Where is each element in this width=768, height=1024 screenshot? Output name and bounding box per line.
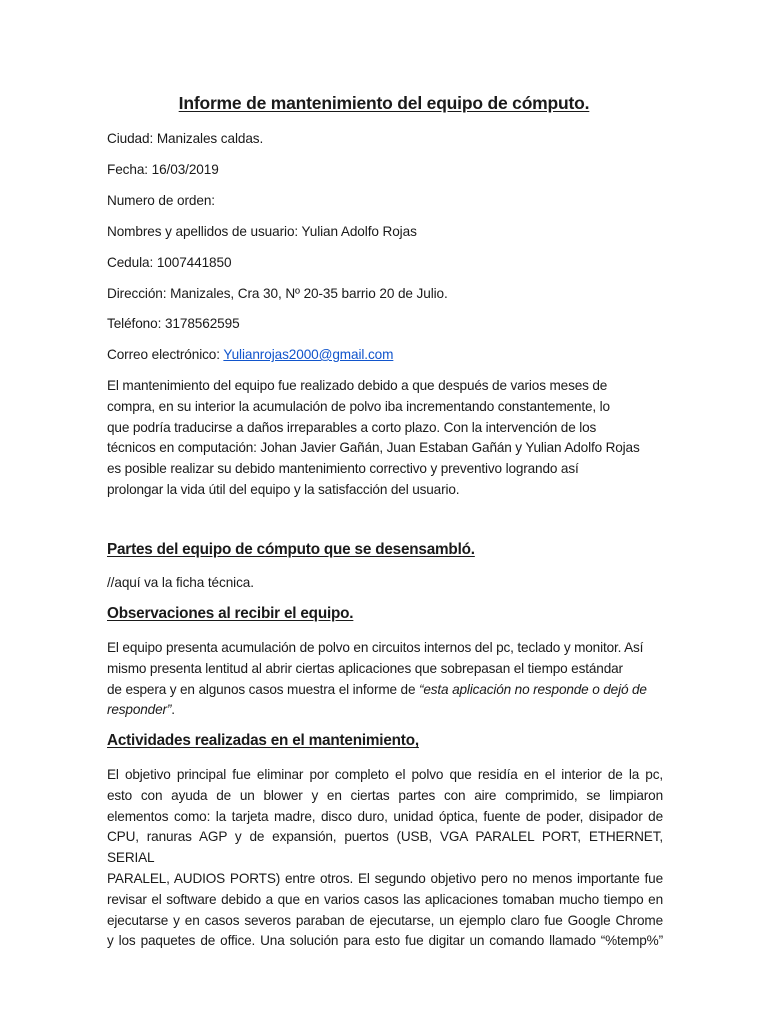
observaciones-period: . (171, 702, 175, 718)
observaciones-line (107, 680, 663, 701)
field-nombres: Nombres y apellidos de usuario: Yulian Adolfo Rojas (107, 224, 417, 239)
intro-line: es posible realizar su debido mantenimiento correctivo y preventivo logrando así (107, 461, 579, 477)
actividades-line: y los paquetes de office. Una solución para esto fue digitar un comando llamado “%temp%” (107, 933, 663, 949)
section-heading-partes: Partes del equipo de cómputo que se desensambló. (107, 541, 475, 558)
section-heading-observaciones: Observaciones al recibir el equipo. (107, 605, 354, 622)
parts-note: //aquí va la ficha técnica. (107, 575, 254, 590)
actividades-line: revisar el software debido a que en varios casos las aplicaciones tomaban mucho tiempo en (107, 891, 663, 907)
intro-line: compra, en su interior la acumulación de polvo iba incrementando constantemente, lo (107, 398, 610, 414)
intro-line: que podría traducirse a daños irreparables a corto plazo. Con la intervención de los (107, 419, 597, 435)
field-correo (107, 347, 393, 362)
observaciones-quote: “esta aplicación no responde o dejó de (418, 681, 647, 697)
email-link[interactable]: Yulianrojas2000@gmail.com (223, 347, 394, 362)
observaciones-line: El equipo presenta acumulación de polvo en circuitos internos del pc, teclado y monitor. Así (107, 640, 644, 655)
observaciones-paragraph (107, 638, 663, 721)
actividades-line: ejecutarse y en casos severos paraban de ejecutarse, un ejemplo claro fue Google Chrome (107, 912, 663, 928)
observaciones-line (107, 700, 663, 721)
actividades-line: CPU, ranuras AGP y de expansión, puertos (USB, VGA PARALEL PORT, ETHERNET, SERIAL (107, 829, 663, 866)
correo-label: Correo electrónico: (107, 347, 224, 362)
field-cedula: Cedula: 1007441850 (107, 255, 232, 270)
field-fecha: Fecha: 16/03/2019 (107, 162, 219, 177)
observaciones-line: mismo presenta lentitud al abrir ciertas aplicaciones que sobrepasan el tiempo estándar (107, 660, 623, 676)
intro-line: técnicos en computación: Johan Javier Gañán, Juan Estaban Gañán y Yulian Adolfo Rojas (107, 440, 640, 456)
actividades-line: PARALEL, AUDIOS PORTS) entre otros. El segundo objetivo pero no menos importante fue (107, 870, 663, 886)
field-direccion: Dirección: Manizales, Cra 30, Nº 20-35 barrio 20 de Julio. (107, 286, 448, 301)
intro-line: prolongar la vida útil del equipo y la satisfacción del usuario. (107, 481, 460, 497)
field-ciudad: Ciudad: Manizales caldas. (107, 131, 264, 146)
actividades-paragraph (107, 765, 663, 952)
observaciones-quote-end: responder” (107, 702, 172, 718)
field-numero-orden: Numero de orden: (107, 193, 215, 208)
field-telefono: Teléfono: 3178562595 (107, 316, 240, 331)
actividades-line: esto con ayuda de un blower y en ciertas partes con aire comprimido, se limpiaron (107, 787, 663, 803)
observaciones-line-text: de espera y en algunos casos muestra el informe de (107, 681, 419, 697)
intro-paragraph (107, 376, 663, 501)
document-title: Informe de mantenimiento del equipo de cómputo. (178, 93, 590, 113)
section-heading-actividades: Actividades realizadas en el mantenimiento, (107, 732, 419, 749)
actividades-line: El objetivo principal fue eliminar por completo el polvo que residía en el interior de la pc, (107, 767, 663, 782)
intro-line: El mantenimiento del equipo fue realizado debido a que después de varios meses de (107, 378, 608, 393)
actividades-line: elementos como: la tarjeta madre, disco duro, unidad óptica, fuente de poder, disipador de (107, 808, 663, 824)
